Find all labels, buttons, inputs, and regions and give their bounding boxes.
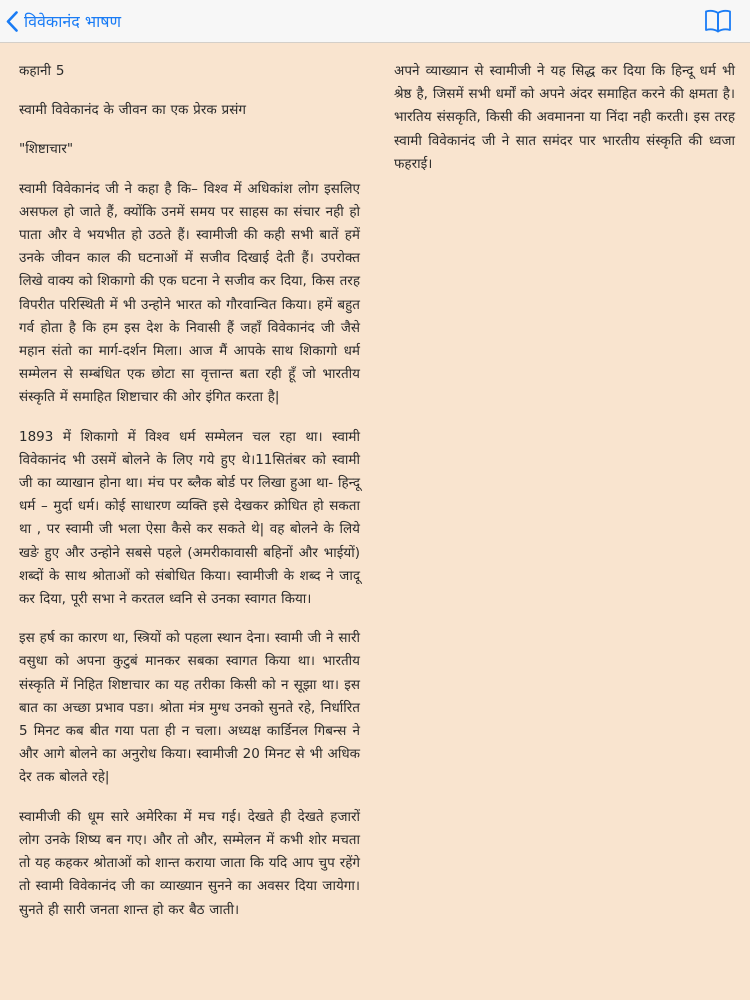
- chevron-left-icon: [6, 11, 18, 32]
- paragraph: स्वामीजी की धूम सारे अमेरिका में मच गई। देखते ही देखते हजारों लोग उनके शिष्य बन गए। और तो और, सम्मेलन में कभी शोर मचता तो यह कहकर श्रोताओं को शान्त कराया जाता कि यदि आप चुप रहेंगे तो स्वामी विवेकानंद जी का व्याख्यान सुनने का अवसर दिया जायेगा। सुनते ही सारी जनता शान्त हो कर बैठ जाती।: [19, 808, 360, 918]
- paragraph: अपने व्याख्यान से स्वामीजी ने यह सिद्ध कर दिया कि हिन्दू धर्म भी श्रेष्ठ है, जिसमें सभी धर्मों को अपने अंदर समाहित करने की क्षमता है। भारतिय संसकृति, किसी की अवमानना या निंदा नही करती। इस तरह स्वामी विवेकानंद जी ने सात समंदर पार भारतीय संस्कृति की ध्वजा फहराई।: [394, 63, 735, 172]
- navigation-bar: [0, 0, 750, 43]
- paragraph: 1893 में शिकागो में विश्व धर्म सम्मेलन चल रहा था। स्वामी विवेकानंद भी उसमें बोलने के लिए गये हुए थे।11सितंबर को स्वामी जी का व्याखान होना था। मंच पर ब्लैक बोर्ड पर लिखा हुआ था- हिन्दू धर्म – मुर्दा धर्म। कोई साधारण व्यक्ति इसे देखकर क्रोधित हो सकता था , पर स्वामी जी भला ऐसा कैसे कर सकते थे| वह बोलने के लिये खङे हुए और उन्होने सबसे पहले (अमरीकावासी बहिनों और भाईयों) शब्दों के साथ श्रोताओं को संबोधित किया। स्वामीजी के शब्द ने जादू कर दिया, पूरी सभा ने करतल ध्वनि से उनका स्वागत किया।: [19, 428, 360, 608]
- text-column-right: [394, 60, 735, 192]
- back-button-label: विवेकानंद भाषण: [24, 12, 122, 31]
- story-number: कहानी 5: [19, 63, 65, 79]
- book-icon: [704, 8, 732, 34]
- story-title: "शिष्टाचार": [19, 141, 74, 158]
- paragraph: इस हर्ष का कारण था, स्त्रियों को पहला स्थान देना। स्वामी जी ने सारी वसुधा को अपना कुटुबं मानकर सबका स्वागत किया था। भारतीय संस्कृति में निहित शिष्टाचार का यह तरीका किसी को न सूझा था। इस बात का अच्छा प्रभाव पङा। श्रोता मंत्र मुग्ध उनको सुनते रहे, निर्धारित 5 मिनट कब बीत गया पता ही न चला। अध्यक्ष कार्डिनल गिबन्स ने और आगे बोलने का अनुरोध किया। स्वामीजी 20 मिनट से भी अधिक देर तक बोलते रहे|: [19, 630, 360, 786]
- back-button[interactable]: [6, 6, 121, 36]
- paragraph: स्वामी विवेकानंद जी ने कहा है कि– विश्व में अधिकांश लोग इसलिए असफल हो जाते हैं, क्योंकि उनमें समय पर साहस का संचार नही हो पाता और वे भयभीत हो उठते हैं। स्वामीजी की कही सभी बातें हमें उनके जीवन काल की घटनाओं में सजीव दिखाई देती हैं। उपरोक्त लिखे वाक्य को शिकागो की एक घटना ने सजीव कर दिया, किस तरह विपरीत परिस्थिती में भी उन्होने भारत को गौरवान्वित किया। हमें बहुत गर्व होता है कि हम इस देश के निवासी हैं जहाँ विवेकानंद जी जैसे महान संतो का मार्ग-दर्शन मिला। आज मैं आपके साथ शिकागो धर्म सम्मेलन से सम्बंधित एक छोटा सा वृत्तान्त बता रही हूँ जो भारतीय संस्कृति में समाहित शिष्टाचार की ओर इंगित करता है|: [19, 180, 360, 406]
- story-subtitle: स्वामी विवेकानंद के जीवन का एक प्रेरक प्रसंग: [19, 102, 246, 119]
- book-button[interactable]: [704, 8, 732, 34]
- reading-page[interactable]: [0, 44, 750, 1000]
- text-column-left: [19, 60, 360, 938]
